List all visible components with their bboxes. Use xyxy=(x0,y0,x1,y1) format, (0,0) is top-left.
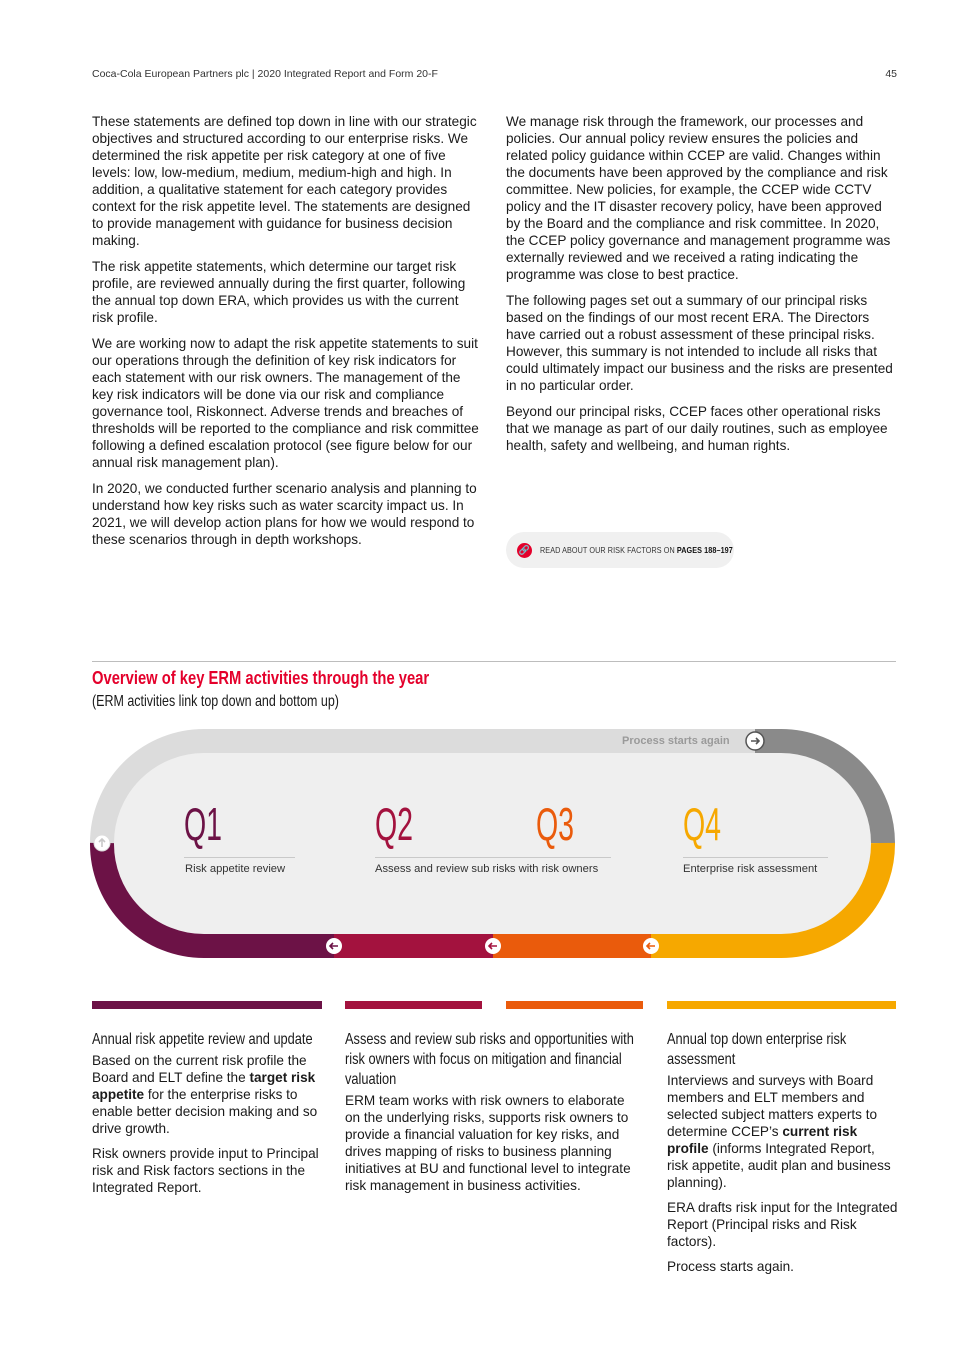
arrow-left-icon xyxy=(485,938,501,954)
paragraph: The risk appetite statements, which determine our target risk profile, are reviewed annually during the first quarter, following the annual top down ERA, which provides us with the current risk profile. xyxy=(92,259,466,325)
activity-q2-q3 xyxy=(345,1030,640,1202)
quarter-label-q1: Q1 xyxy=(184,798,223,850)
activity-text: ERA drafts risk input for the Integrated Report (Principal risks and Risk factors). xyxy=(667,1200,898,1249)
quarter-divider xyxy=(683,857,828,858)
paragraph: We manage risk through the framework, our processes and policies. Our annual policy review ensures the policies and related policy guidance within CCEP are valid. Changes within the documents have been approved by the compliance and risk committee. New policies, for example, the CCEP wide CCTV policy and the IT disaster recovery policy, have been approved by the Board and the compliance and risk committee. In 2020, the CCEP policy governance and management programme was externally reviewed and we received a rating indicating the programme was close to best practice. xyxy=(506,114,891,282)
color-bar-q1 xyxy=(92,1001,322,1009)
quarter-divider xyxy=(375,857,611,858)
activity-text: ERM team works with risk owners to elaborate on the underlying risks, supports risk owners to provide a financial valuation for key risks, and drives mapping of risks to business planning initiatives at BU and functional level to integrate risk management in business activities. xyxy=(345,1093,631,1193)
quarter-label-q4: Q4 xyxy=(683,798,722,850)
page-number: 45 xyxy=(885,68,897,80)
quarter-desc-q4: Enterprise risk assessment xyxy=(683,863,818,875)
quarter-label-q2: Q2 xyxy=(375,798,414,850)
link-text: READ ABOUT OUR RISK FACTORS ON PAGES 188–197 xyxy=(540,545,733,555)
arrow-left-icon xyxy=(326,938,342,954)
activity-text: Process starts again. xyxy=(667,1259,794,1274)
section-subtitle: (ERM activities link top down and bottom up) xyxy=(92,693,339,710)
activity-text: Risk owners provide input to Principal risk and Risk factors sections in the Integrated Report. xyxy=(92,1146,319,1195)
activity-text: Interviews and surveys with Board members and ELT members and selected subject matters experts to determine CCEP’s current risk profile (informs Integrated Report, risk appetite, audit plan and business planning). xyxy=(667,1073,891,1190)
activity-title: Annual top down enterprise risk assessment xyxy=(667,1031,847,1068)
section-title: Overview of key ERM activities through the year xyxy=(92,668,430,688)
running-header: Coca-Cola European Partners plc | 2020 Integrated Report and Form 20-F xyxy=(92,68,438,80)
quarter-label-q3: Q3 xyxy=(536,798,575,850)
paragraph: In 2020, we conducted further scenario analysis and planning to understand how key risks such as water scarcity impact us. In 2021, we will develop action plans for how we would respond to these scenarios through in depth workshops. xyxy=(92,481,477,547)
paragraph: Beyond our principal risks, CCEP faces other operational risks that we manage as part of our daily routines, such as employee health, safety and wellbeing, and human rights. xyxy=(506,404,888,453)
activity-q4 xyxy=(667,1030,899,1283)
quarter-desc-q2: Assess and review sub risks with risk owners xyxy=(375,863,599,875)
arrow-left-icon xyxy=(643,938,659,954)
color-bar-q4 xyxy=(667,1001,896,1009)
activity-title: Annual risk appetite review and update xyxy=(92,1031,313,1048)
activity-q1 xyxy=(92,1030,324,1204)
arrow-up-icon xyxy=(94,835,110,851)
activity-text: Based on the current risk profile the Board and ELT define the target risk appetite for the enterprise risks to enable better decision making and so drive growth. xyxy=(92,1053,318,1136)
paragraph: These statements are defined top down in line with our strategic objectives and structured according to our enterprise risks. We determined the risk appetite per risk category at one of five levels: low, low-medium, medium, medium-high and high. In addition, a qualitative statement for each category provides context for the risk appetite level. The statements are designed to provide management with guidance for business decision making. xyxy=(92,114,477,248)
quarter-divider xyxy=(184,857,295,858)
color-bar-q3 xyxy=(506,1001,643,1009)
paragraph: The following pages set out a summary of our principal risks based on the findings of our most recent ERA. The Directors have carried out a robust assessment of these principal risks. However, this summary is not intended to include all risks that could ultimately impact our business and the risks are presented in no particular order. xyxy=(506,293,893,393)
quarter-desc-q1: Risk appetite review xyxy=(185,863,286,875)
process-starts-again-label: Process starts again xyxy=(622,735,730,747)
activity-title: Assess and review sub risks and opportunities with risk owners with focus on mitigation and financial valuation xyxy=(345,1031,634,1088)
link-icon: 🔗 xyxy=(517,543,532,558)
arrow-right-icon xyxy=(746,732,764,750)
color-bar-q2 xyxy=(345,1001,482,1009)
paragraph: We are working now to adapt the risk appetite statements to suit our operations through the definition of key risk indicators for each statement with our risk owners. The management of the key risk indicators will be done via our risk and compliance governance tool, Riskonnect. Adverse trends and breaches of thresholds will be reported to the compliance and risk committee following a defined escalation protocol (see figure below for our annual risk management plan). xyxy=(92,336,479,470)
